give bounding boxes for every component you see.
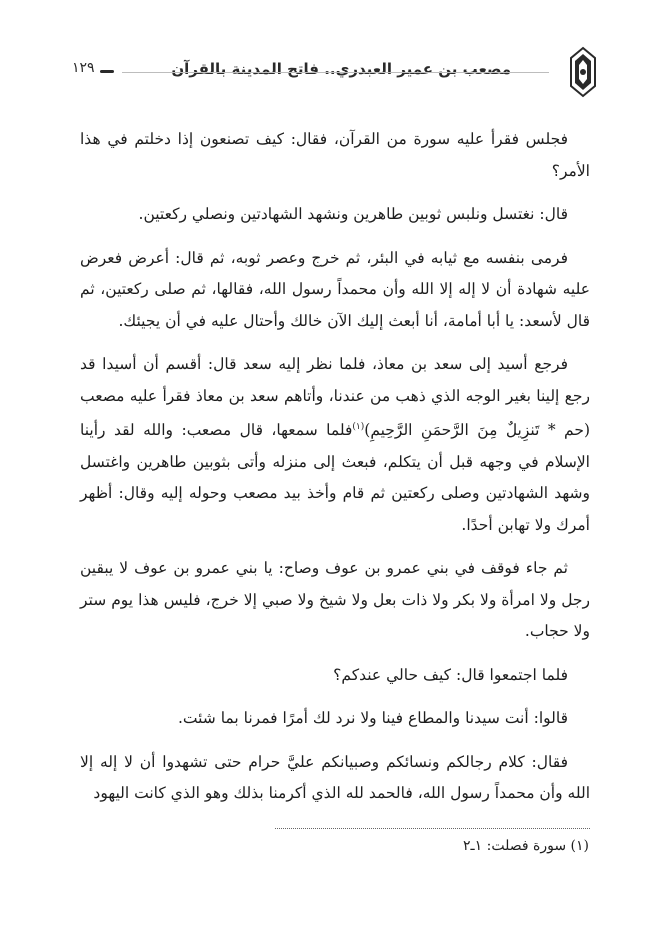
paragraph-text: فلما سمعها، قال مصعب: والله لقد رأينا الإسلام في وجهه قبل أن يتكلم، فبعث إلى منزله وأتى بثوبين طاهرين واغتسل وشهد الشهادتين وصلى ركعتين ثم قام وأخذ بيد مصعب وحوله إليه وقال: أظهر أمرك ولا تهابن أحدًا. (80, 421, 590, 534)
footnote-divider (275, 828, 590, 829)
body-text (80, 124, 590, 822)
ornament-icon (565, 46, 601, 98)
paragraph: ثم جاء فوقف في بني عمرو بن عوف وصاح: يا بني عمرو بن عوف لا يبقين رجل ولا امرأة ولا بكر ولا ذات بعل ولا شيخ ولا صبي إلا خرج، فليس هذا يوم ستر ولا حجاب. (80, 559, 590, 641)
paragraph: قالوا: أنت سيدنا والمطاع فينا ولا نرد لك أمرًا فمرنا بما شئت. (177, 709, 568, 728)
header-rule (122, 72, 549, 73)
header-rule-accent (100, 70, 114, 73)
paragraph (80, 349, 590, 541)
paragraph: فقال: كلام رجالكم ونسائكم وصبيانكم عليَّ حرام حتى تشهدوا أن لا إله إلا الله وأن محمداً رسول الله، فالحمد لله الذي أكرمنا بذلك وهو الذي كانت اليهود (80, 752, 590, 803)
footnote: (١) سورة فصلت: ١ـ٢ (463, 838, 589, 854)
paragraph-text: فرجع أسيد إلى سعد بن معاذ، فلما نظر إليه سعد قال: أقسم أن أسيدا قد رجع إلينا بغير الوجه الذي ذهب من عندنا، وأتاهم سعد بن معاذ فقرأ عليه مصعب (حم * تَنزِيلٌ مِنَ الرَّحمَنِ الرَّحِيمِ) (80, 355, 590, 440)
paragraph: فجلس فقرأ عليه سورة من القرآن، فقال: كيف تصنعون إذا دخلتم في هذا الأمر؟ (80, 130, 590, 180)
paragraph: فلما اجتمعوا قال: كيف حالي عندكم؟ (333, 665, 568, 684)
running-title: مصعب بن عمير العبدري.. فاتح المدينة بالقرآن (171, 60, 511, 78)
paragraph: قال: نغتسل ونلبس ثوبين طاهرين ونشهد الشهادتين ونصلي ركعتين. (138, 205, 568, 223)
page-number: ١٢٩ (72, 60, 95, 76)
page-header (0, 0, 669, 100)
footnote-marker: (١) (352, 422, 365, 432)
paragraph: فرمى بنفسه مع ثيابه في البئر، ثم خرج وعصر ثوبه، ثم قال: أعرض فعرض عليه شهادة أن لا إله إلا الله وأن محمداً رسول الله، فقالها، ثم صلى ركعتين، ثم قال لأسعد: يا أبا أمامة، أنا أبعث إليك الآن خالك وأحتال عليه في أن يجيئك. (80, 248, 590, 330)
